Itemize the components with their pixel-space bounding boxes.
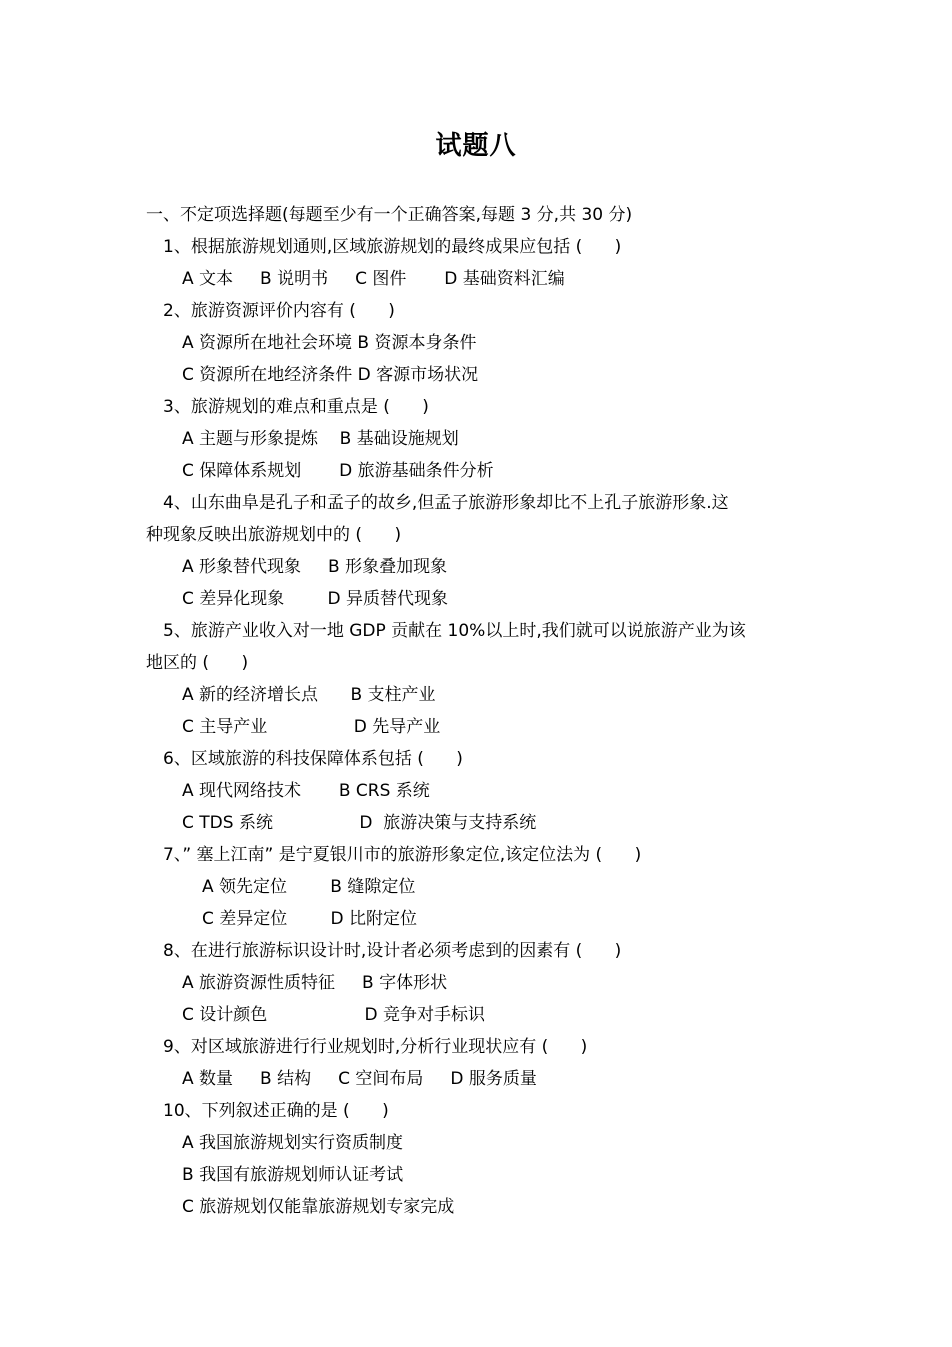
question-2-options-row-1: A 资源所在地社会环境 B 资源本身条件 — [182, 333, 477, 353]
question-3-stem: 3、旅游规划的难点和重点是 ( ) — [163, 397, 429, 417]
question-8-stem: 8、在进行旅游标识设计时,设计者必须考虑到的因素有 ( ) — [163, 941, 622, 961]
question-1-options: A 文本 B 说明书 C 图件 D 基础资料汇编 — [182, 269, 565, 289]
question-2-options-row-2: C 资源所在地经济条件 D 客源市场状况 — [182, 365, 479, 385]
question-7-options-row-2: C 差异定位 D 比附定位 — [202, 909, 417, 929]
question-4-options-row-1: A 形象替代现象 B 形象叠加现象 — [182, 557, 448, 577]
question-5-options-row-2: C 主导产业 D 先导产业 — [182, 717, 441, 737]
question-3-options-row-1: A 主题与形象提炼 B 基础设施规划 — [182, 429, 459, 449]
question-3-options-row-2: C 保障体系规划 D 旅游基础条件分析 — [182, 461, 494, 481]
question-4-stem-line-1: 4、山东曲阜是孔子和孟子的故乡,但孟子旅游形象却比不上孔子旅游形象.这 — [163, 493, 729, 513]
section-heading: 一、不定项选择题(每题至少有一个正确答案,每题 3 分,共 30 分) — [146, 205, 633, 225]
question-6-options-row-1: A 现代网络技术 B CRS 系统 — [182, 781, 430, 801]
question-10-option-a: A 我国旅游规划实行资质制度 — [182, 1133, 404, 1153]
question-7-stem: 7、” 塞上江南” 是宁夏银川市的旅游形象定位,该定位法为 ( ) — [163, 845, 642, 865]
question-1-stem: 1、根据旅游规划通则,区域旅游规划的最终成果应包括 ( ) — [163, 237, 622, 257]
question-6-stem: 6、区域旅游的科技保障体系包括 ( ) — [163, 749, 463, 769]
question-6-options-row-2: C TDS 系统 D 旅游决策与支持系统 — [182, 813, 537, 833]
question-5-options-row-1: A 新的经济增长点 B 支柱产业 — [182, 685, 436, 705]
question-4-stem-line-2: 种现象反映出旅游规划中的 ( ) — [146, 525, 402, 545]
question-4-options-row-2: C 差异化现象 D 异质替代现象 — [182, 589, 448, 609]
question-2-stem: 2、旅游资源评价内容有 ( ) — [163, 301, 395, 321]
question-5-stem-line-2: 地区的 ( ) — [146, 653, 249, 673]
question-10-stem: 10、下列叙述正确的是 ( ) — [163, 1101, 389, 1121]
page-title: 试题八 — [435, 131, 517, 161]
question-10-option-c: C 旅游规划仅能靠旅游规划专家完成 — [182, 1197, 455, 1217]
question-9-options: A 数量 B 结构 C 空间布局 D 服务质量 — [182, 1069, 537, 1089]
question-8-options-row-2: C 设计颜色 D 竞争对手标识 — [182, 1005, 486, 1025]
question-10-option-b: B 我国有旅游规划师认证考试 — [182, 1165, 404, 1185]
question-8-options-row-1: A 旅游资源性质特征 B 字体形状 — [182, 973, 448, 993]
question-7-options-row-1: A 领先定位 B 缝隙定位 — [202, 877, 416, 897]
question-9-stem: 9、对区域旅游进行行业规划时,分析行业现状应有 ( ) — [163, 1037, 588, 1057]
question-5-stem-line-1: 5、旅游产业收入对一地 GDP 贡献在 10%以上时,我们就可以说旅游产业为该 — [163, 621, 746, 641]
